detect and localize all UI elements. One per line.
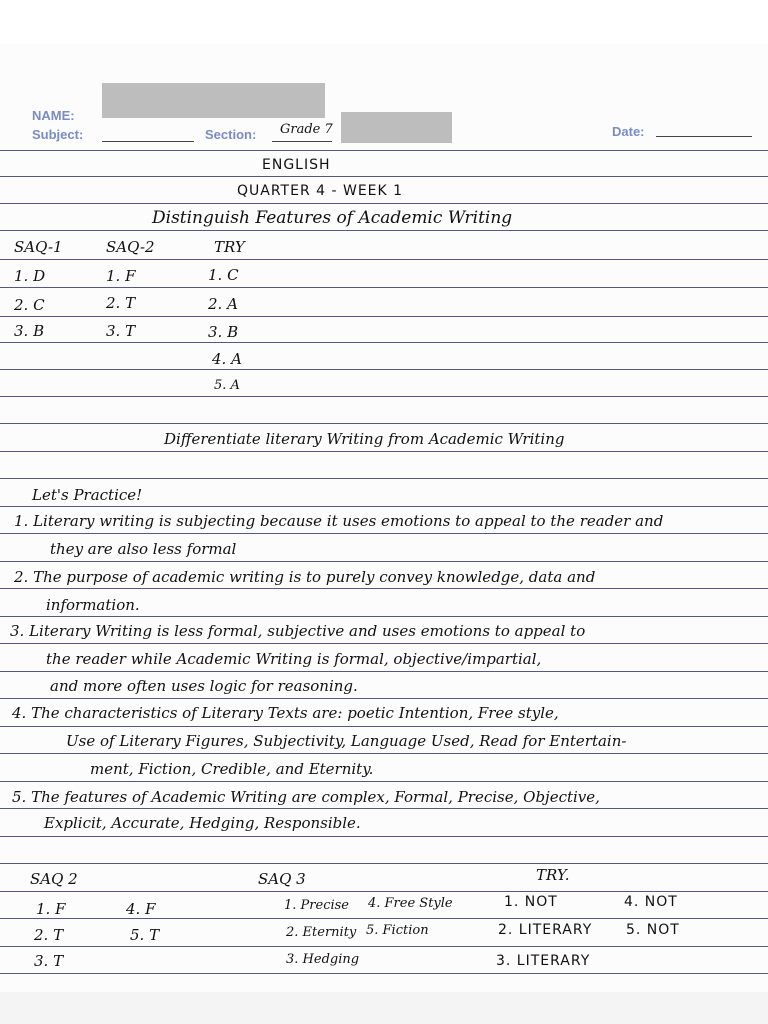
heading-topic-1: Distinguish Features of Academic Writing [152, 208, 513, 228]
ruled-line [0, 726, 768, 727]
saq2-answer-bottom: 1. F [36, 900, 66, 918]
practice-line: and more often uses logic for reasoning. [50, 677, 358, 695]
page-bottom-margin [0, 992, 768, 1024]
heading-quarter: QUARTER 4 - WEEK 1 [237, 183, 404, 199]
ruled-line [0, 698, 768, 699]
try-answer: 1. C [208, 266, 239, 284]
date-label: Date: [612, 124, 645, 139]
ruled-line [0, 808, 768, 809]
saq2-answer-bottom: 2. T [34, 926, 64, 944]
saq2-answer-bottom: 4. F [126, 900, 156, 918]
try-answer-bottom: 5. NOT [626, 922, 680, 938]
page-top-margin [0, 0, 768, 44]
saq3-answer: 2. Eternity [286, 925, 357, 940]
redacted-name [102, 83, 325, 118]
saq3-answer: 4. Free Style [368, 896, 453, 911]
ruled-line [0, 316, 768, 317]
name-label: NAME: [32, 108, 75, 123]
ruled-line [0, 506, 768, 507]
ruled-line [0, 946, 768, 947]
saq2-answer: 3. T [106, 322, 136, 340]
ruled-line [0, 643, 768, 644]
ruled-line [0, 561, 768, 562]
practice-line: 2. The purpose of academic writing is to purely convey knowledge, data and [14, 568, 596, 586]
saq1-answer: 3. B [14, 322, 45, 340]
saq2-title-bottom: SAQ 2 [30, 870, 78, 888]
ruled-line [0, 176, 768, 177]
practice-line: 1. Literary writing is subjecting because it uses emotions to appeal to the reader and [14, 512, 664, 530]
heading-subject: ENGLISH [262, 157, 331, 173]
ruled-line [0, 150, 768, 151]
section-value: Grade 7 [280, 122, 333, 137]
ruled-line [0, 533, 768, 534]
saq3-title: SAQ 3 [258, 870, 306, 888]
try-answer-bottom: 1. NOT [504, 894, 558, 910]
try-answer-bottom: 2. LITERARY [498, 922, 593, 938]
ruled-line [0, 588, 768, 589]
ruled-line [0, 918, 768, 919]
practice-line: information. [46, 596, 140, 614]
try-title: TRY [214, 238, 245, 256]
subject-label: Subject: [32, 127, 84, 142]
practice-line: 4. The characteristics of Literary Texts are: poetic Intention, Free style, [12, 704, 559, 722]
ruled-line [0, 781, 768, 782]
ruled-line [0, 342, 768, 343]
ruled-line [0, 671, 768, 672]
ruled-line [0, 753, 768, 754]
practice-line: they are also less formal [50, 540, 237, 558]
subject-underline [102, 141, 194, 142]
try-answer-bottom: 4. NOT [624, 894, 678, 910]
saq1-answer: 2. C [14, 296, 45, 314]
saq3-answer: 5. Fiction [366, 923, 429, 938]
try-answer: 5. A [214, 378, 240, 393]
saq2-answer: 2. T [106, 294, 136, 312]
try-answer-bottom: 3. LITERARY [496, 953, 591, 969]
ruled-line [0, 478, 768, 479]
ruled-line [0, 836, 768, 837]
practice-line: Use of Literary Figures, Subjectivity, Language Used, Read for Entertain- [66, 732, 627, 750]
practice-line: ment, Fiction, Credible, and Eternity. [90, 760, 374, 778]
try-answer: 3. B [208, 323, 239, 341]
ruled-line [0, 396, 768, 397]
saq3-answer: 3. Hedging [286, 952, 360, 967]
ruled-line [0, 616, 768, 617]
ruled-line [0, 891, 768, 892]
try-title-bottom: TRY. [536, 866, 570, 884]
ruled-line [0, 203, 768, 204]
saq2-answer-bottom: 3. T [34, 952, 64, 970]
ruled-line [0, 369, 768, 370]
try-answer: 4. A [212, 350, 242, 368]
ruled-line [0, 423, 768, 424]
saq2-answer-bottom: 5. T [130, 926, 160, 944]
section-label: Section: [205, 127, 257, 142]
saq3-answer: 1. Precise [284, 898, 349, 913]
section-underline [272, 141, 332, 142]
practice-line: 3. Literary Writing is less formal, subjective and uses emotions to appeal to [10, 622, 586, 640]
redacted-section [341, 112, 452, 143]
saq2-title: SAQ-2 [106, 238, 155, 256]
ruled-line [0, 863, 768, 864]
saq1-title: SAQ-1 [14, 238, 63, 256]
practice-line: the reader while Academic Writing is formal, objective/impartial, [46, 650, 542, 668]
saq1-answer: 1. D [14, 267, 46, 285]
ruled-line [0, 973, 768, 974]
practice-line: 5. The features of Academic Writing are complex, Formal, Precise, Objective, [12, 788, 600, 806]
ruled-line [0, 259, 768, 260]
date-underline [656, 136, 752, 137]
saq2-answer: 1. F [106, 267, 136, 285]
ruled-line [0, 287, 768, 288]
practice-title: Let's Practice! [32, 486, 143, 504]
practice-line: Explicit, Accurate, Hedging, Responsible. [44, 814, 361, 832]
ruled-line [0, 230, 768, 231]
ruled-line [0, 451, 768, 452]
try-answer: 2. A [208, 295, 238, 313]
heading-topic-2: Differentiate literary Writing from Academic Writing [164, 430, 565, 448]
